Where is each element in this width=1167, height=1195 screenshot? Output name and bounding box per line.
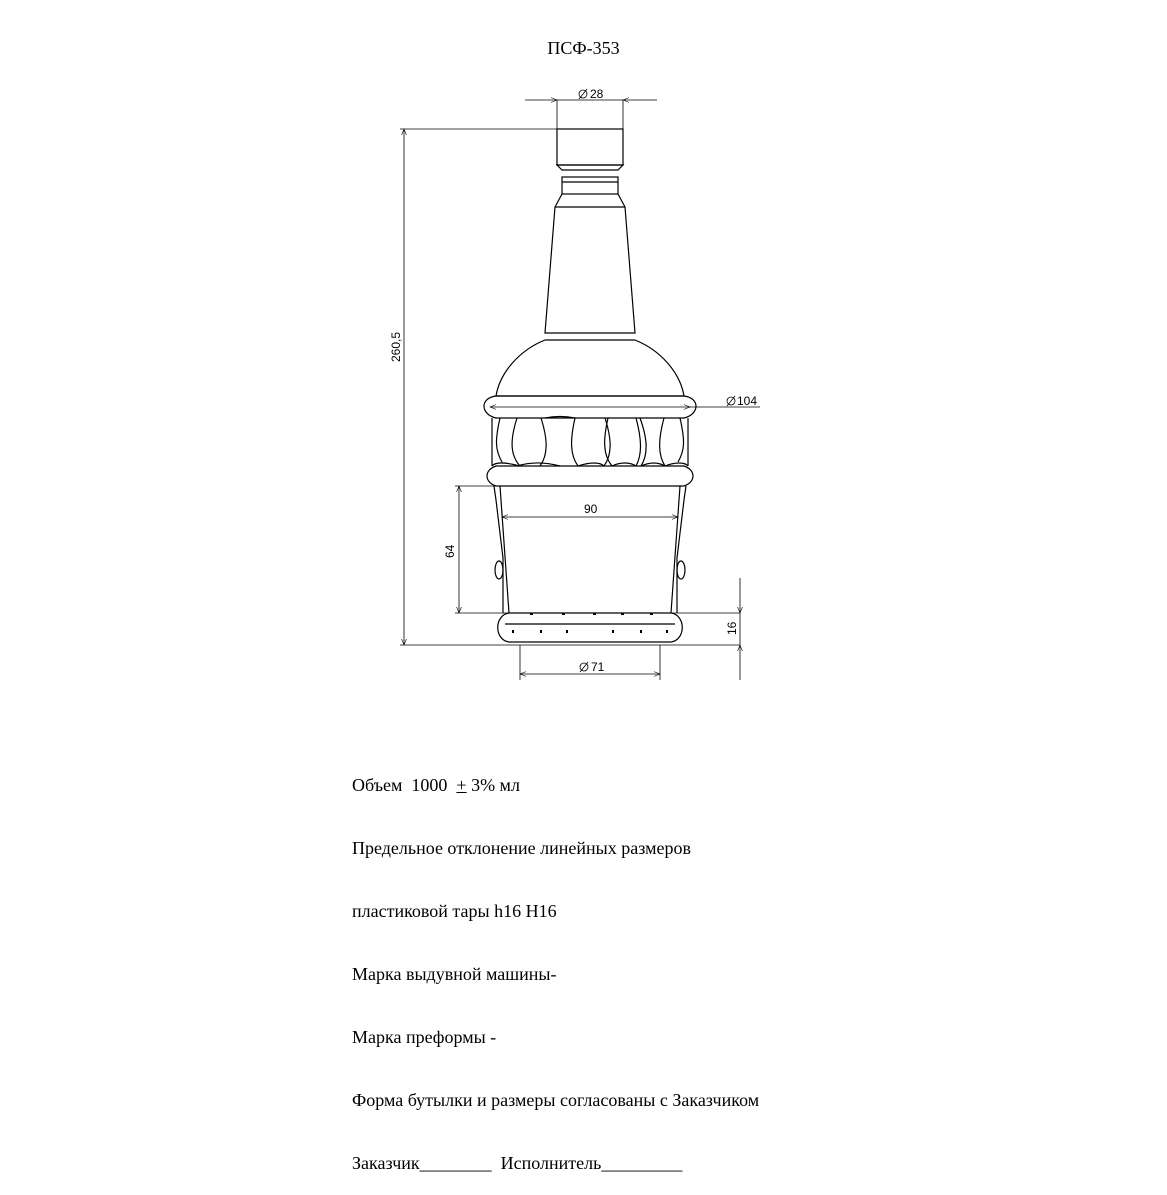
dim-neck-diameter: 28 — [590, 87, 604, 101]
bottle-outline — [484, 129, 696, 642]
bottle-cap — [557, 129, 623, 165]
bottle-base — [498, 613, 683, 642]
note-agreement: Форма бутылки и размеры согласованы с Заказчиком — [352, 1090, 760, 1110]
base-dots — [512, 613, 668, 633]
neck-collar — [562, 177, 618, 194]
dim-base-height: 16 — [725, 621, 739, 635]
neck-ring — [557, 165, 623, 170]
plus-minus-sign: + — [456, 775, 467, 795]
note-preform: Марка преформы - — [352, 1027, 497, 1047]
side-grip-left — [495, 561, 503, 579]
note-tolerance-2: пластиковой тары h16 H16 — [352, 901, 557, 921]
drawing-title: ПСФ-353 — [547, 38, 620, 58]
bottle-shoulder — [496, 340, 684, 396]
dim-base-diameter: 71 — [591, 660, 605, 674]
lower-body-left — [500, 486, 509, 613]
dim-waist-width: 90 — [584, 502, 598, 516]
dimension-lines — [400, 100, 760, 680]
note-tolerance-1: Предельное отклонение линейных размеров — [352, 838, 691, 858]
scalloped-band — [492, 417, 688, 467]
side-grip-right — [677, 561, 685, 579]
note-volume-suffix: 3% мл — [466, 775, 520, 795]
note-volume — [352, 775, 759, 796]
note-volume-prefix: Объем 1000 — [352, 775, 457, 795]
note-machine: Марка выдувной машины- — [352, 964, 557, 984]
lower-rim — [487, 466, 693, 486]
specification-notes — [352, 733, 759, 1195]
note-signatures: Заказчик________ Исполнитель_________ — [352, 1153, 683, 1173]
dim-total-height: 260,5 — [389, 331, 403, 362]
dim-lower-height: 64 — [443, 544, 457, 558]
bottle-neck — [545, 194, 635, 333]
dim-body-diameter: 104 — [737, 394, 758, 408]
lower-body-right — [671, 486, 680, 613]
